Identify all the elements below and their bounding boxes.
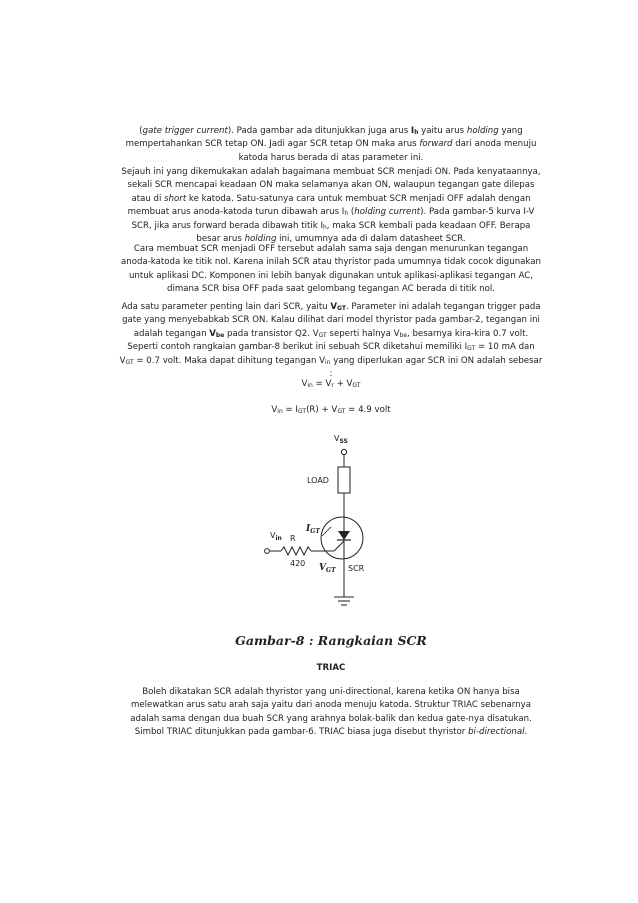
- scr-body: [321, 517, 363, 559]
- equation-vin-sum: $V_{in} = V_r + V_{GT}$: [301, 379, 361, 389]
- paragraph-gate-trigger: [118, 125, 544, 165]
- paragraph-scr-off: [118, 243, 544, 297]
- text-line: besar arus holding ini, umumnya ada di dalam datasheet SCR.: [196, 234, 466, 245]
- text-line: katoda harus berada di atas parameter ini.: [238, 152, 424, 163]
- paragraph-triac: [118, 686, 544, 740]
- igt-label: $I_{GT}$: [306, 524, 320, 535]
- scr-gate-lead: [334, 541, 344, 551]
- text-line: $V_{GT} = 0.7$ volt. Maka dapat dihitung tegangan $V_{in}$ yang diperlukan agar SCR ini ON adalah sebesar: [119, 355, 543, 366]
- text-line: Simbol TRIAC ditunjukkan pada gambar-6. TRIAC biasa juga disebut thyristor bi-directional.: [134, 727, 528, 738]
- text-line: adalah sama dengan dua buah SCR yang arahnya bolak-balik dan kedua gate-nya disatukan.: [130, 713, 532, 724]
- text-line: (gate trigger current). Pada gambar ada ditunjukkan juga arus $I_h$ yaitu arus holding yang: [139, 126, 523, 136]
- resistor-icon: [281, 547, 311, 555]
- load-box: [338, 467, 350, 493]
- text-line: dimana SCR bisa OFF pada saat gelombang tegangan AC berada di titik nol.: [167, 284, 495, 295]
- text-line: membuat arus anoda-katoda turun dibawah arus $I_h$ (holding current). Pada gambar-5 kurva I-V: [127, 207, 535, 218]
- paragraph-vgt: [118, 301, 544, 381]
- text-line: melewatkan arus satu arah saja yaitu dari anoda menuju katoda. Struktur TRIAC sebenarnya: [131, 700, 531, 711]
- load-label: LOAD: [307, 476, 329, 485]
- text-line: SCR, jika arus forward berada dibawah titik $I_h$, maka SCR kembali pada keadaan OFF. Berapa: [131, 220, 531, 231]
- vin-terminal: [265, 549, 270, 554]
- text-line: Cara membuat SCR menjadi OFF tersebut adalah sama saja dengan menurunkan tegangan: [133, 244, 529, 254]
- paragraph-holding-current: [118, 166, 544, 246]
- scr-diode-icon: [338, 531, 350, 540]
- text-line: anoda-katoda ke titik nol. Karena inilah SCR atau thyristor pada umumnya tidak cocok digunakan: [121, 257, 541, 268]
- resistor-label: R: [290, 534, 296, 543]
- text-line: gate yang menyebabkab SCR ON. Kalau dilihat dari model thyristor pada gambar-2, tegangan ini: [122, 315, 540, 326]
- text-line: atau di short ke katoda. Satu-satunya cara untuk membuat SCR menjadi OFF adalah dengan: [131, 193, 531, 204]
- vgt-label: $V_{GT}$: [319, 563, 336, 574]
- scr-label: SCR: [348, 564, 365, 573]
- text-line: Seperti contoh rangkaian gambar-8 berikut ini sebuah SCR diketahui memiliki $I_{GT} = 10$ mA dan: [127, 342, 535, 353]
- resistor-value: 420: [290, 559, 306, 568]
- text-line: sekali SCR mencapai keadaan ON maka selamanya akan ON, walaupun tegangan gate dilepas: [127, 180, 535, 191]
- text-line: Sejauh ini yang dikemukakan adalah bagaimana membuat SCR menjadi ON. Pada kenyataannya,: [121, 167, 541, 177]
- scr-circuit-diagram: [250, 430, 410, 610]
- figure-caption: Gambar-8 : Rangkaian SCR: [235, 633, 427, 648]
- section-heading-triac: TRIAC: [316, 663, 346, 673]
- text-line: Boleh dikatakan SCR adalah thyristor yang uni-directional, karena ketika ON hanya bisa: [142, 687, 520, 697]
- vin-label: $V_{in}$: [270, 531, 282, 542]
- text-line: Ada satu parameter penting lain dari SCR, yaitu $V_{GT}$. Parameter ini adalah tegangan trigger pada: [121, 302, 541, 312]
- vss-label: $V_{SS}$: [334, 434, 348, 445]
- equation-vin-value: $V_{in} = I_{GT}(R) + V_{GT} = 4.9$ volt: [271, 405, 391, 415]
- text-line: mempertahankan SCR tetap ON. Jadi agar SCR tetap ON maka arus forward dari anoda menuju: [125, 139, 537, 150]
- vss-terminal: [341, 449, 346, 454]
- text-line: :: [329, 369, 333, 380]
- text-line: adalah tegangan $V_{be}$ pada transistor Q2. $V_{GT}$ seperti halnya $V_{be}$, besarnya kira-kira 0.7 volt.: [133, 328, 529, 339]
- text-line: untuk aplikasi DC. Komponen ini lebih banyak digunakan untuk aplikasi-aplikasi tegangan AC,: [128, 270, 534, 281]
